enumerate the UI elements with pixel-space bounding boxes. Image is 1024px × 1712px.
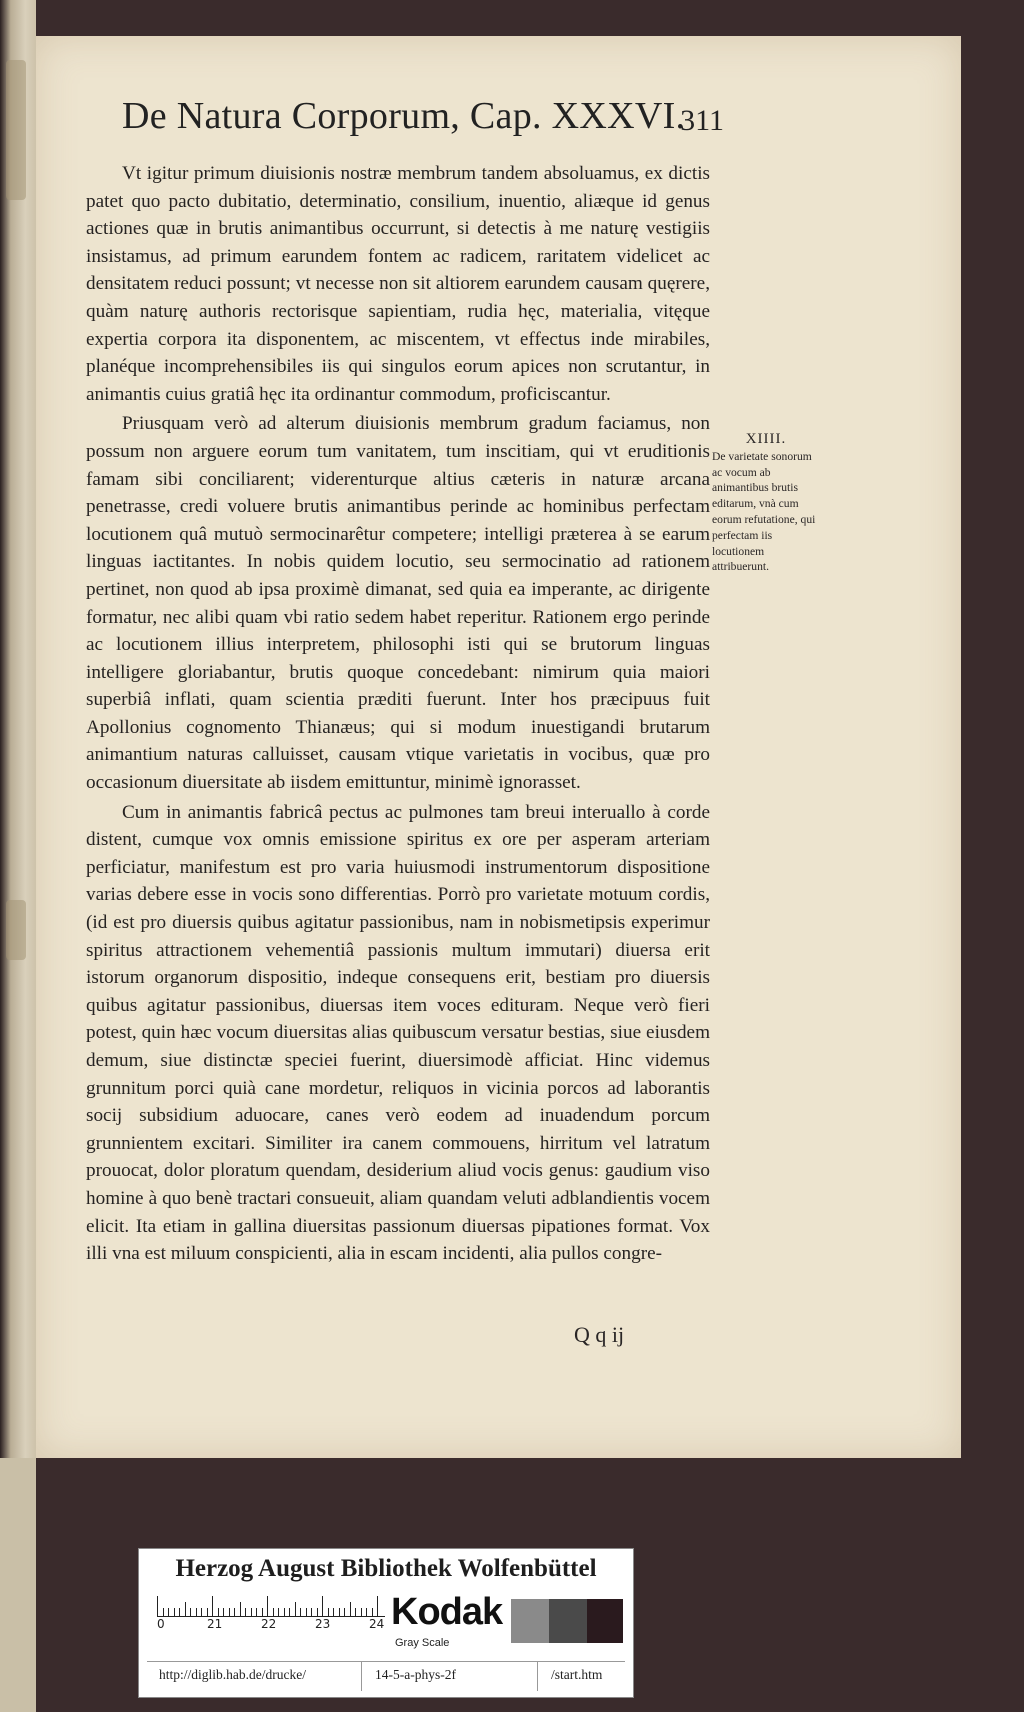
main-text-column bbox=[86, 160, 710, 1268]
ruler-tick bbox=[201, 1608, 202, 1616]
ruler-tick bbox=[251, 1608, 252, 1616]
marginal-note-text: De varietate sonorum ac vocum ab animantibus brutis editarum, vnà cum eorum refutatione, qui perfectam iis locutionem attribuerunt. bbox=[712, 449, 816, 574]
ruler-tick bbox=[322, 1596, 323, 1616]
ruler-label: 22 bbox=[261, 1617, 277, 1631]
ruler-tick bbox=[212, 1596, 213, 1616]
ruler-tick bbox=[179, 1608, 180, 1616]
signature-mark: Q q ij bbox=[574, 1322, 625, 1347]
ruler-tick bbox=[168, 1608, 169, 1616]
color-target-card bbox=[138, 1548, 634, 1698]
left-page-edge-bottom bbox=[0, 1458, 36, 1712]
ruler-tick bbox=[355, 1608, 356, 1616]
gray-swatch-dark bbox=[587, 1599, 623, 1643]
ruler-label: 24 bbox=[369, 1617, 385, 1631]
ruler-tick bbox=[157, 1596, 158, 1616]
marginal-note-number: XIIII. bbox=[745, 431, 787, 447]
ruler-tick bbox=[372, 1608, 373, 1616]
kodak-logo: Kodak bbox=[391, 1591, 503, 1633]
ruler-tick bbox=[223, 1608, 224, 1616]
ruler-tick bbox=[256, 1608, 257, 1616]
digital-library-url: http://diglib.hab.de/drucke/ bbox=[159, 1667, 306, 1682]
ruler-tick bbox=[207, 1608, 208, 1616]
ruler-tick bbox=[278, 1608, 279, 1616]
ruler-tick bbox=[267, 1596, 268, 1616]
ruler-tick bbox=[339, 1608, 340, 1616]
ruler-tick bbox=[311, 1608, 312, 1616]
ruler-label: 21 bbox=[207, 1617, 223, 1631]
ruler-tick bbox=[174, 1608, 175, 1616]
ruler-tick bbox=[344, 1608, 345, 1616]
running-title: De Natura Corporum, Cap. XXXVI. bbox=[122, 95, 686, 137]
ruler-tick bbox=[245, 1608, 246, 1616]
gray-scale-label: Gray Scale bbox=[395, 1637, 450, 1649]
ruler bbox=[157, 1594, 385, 1617]
ruler-tick bbox=[350, 1602, 351, 1616]
ruler-tick bbox=[229, 1608, 230, 1616]
ruler-tick bbox=[328, 1608, 329, 1616]
ruler-tick bbox=[366, 1608, 367, 1616]
ruler-tick bbox=[196, 1608, 197, 1616]
shelfmark: 14-5-a-phys-2f bbox=[375, 1667, 456, 1682]
target-divider bbox=[147, 1661, 625, 1662]
ruler-tick bbox=[377, 1596, 378, 1616]
ruler-label: 23 bbox=[315, 1617, 331, 1631]
ruler-tick bbox=[163, 1608, 164, 1616]
ruler-tick bbox=[190, 1608, 191, 1616]
ruler-tick bbox=[300, 1608, 301, 1616]
ruler-tick bbox=[295, 1602, 296, 1616]
ruler-tick bbox=[262, 1608, 263, 1616]
ruler-label: 0 bbox=[157, 1617, 165, 1631]
ruler-tick bbox=[361, 1608, 362, 1616]
ruler-tick bbox=[273, 1608, 274, 1616]
ruler-tick bbox=[218, 1608, 219, 1616]
ruler-tick bbox=[240, 1602, 241, 1616]
page-header bbox=[86, 84, 724, 152]
target-separator bbox=[537, 1661, 538, 1691]
marginal-note bbox=[712, 432, 820, 575]
gray-swatch-light bbox=[511, 1599, 549, 1643]
gray-swatch-mid bbox=[549, 1599, 587, 1643]
ruler-tick bbox=[306, 1608, 307, 1616]
paragraph-2: Priusquam verò ad alterum diuisionis membrum gradum faciamus, non possum non arguere eorum tum vanitatem, tum inscitiam, qui vt eruditionis famam sibi conciliarent; viderenturque altius cæteris in naturæ arcana penetrasse, credi voluere brutis animantibus perinde ac hominibus perfectam locutionem quâ mutuò sermocinarêtur competere; intelligi præterea à se earum linguas iactitantes. In nobis quidem locutio, seu sermocinatio ad rationem pertinet, non quod ab ipsa proximè dimanat, sed quia ea imperante, ac dirigente formatur, nec alibi quam vbi ratio sedem habet reperitur. Rationem ergo perinde ac locutionem illius interpretem, philosophi isti qui se brutorum linguas intelligere gloriabantur, brutis quoque concedebant: nimirum quia maiori superbiâ inflati, quam scientia præditi fuerunt. Inter hos præcipuus fuit Apollonius cognomento Thianæus; qui si modum inuestigandi brutarum animantium naturas calluisset, causam vtique varietatis in vocibus, quæ pro occasionum diuersitate ab iisdem emittuntur, minimè ignorasset. bbox=[86, 413, 710, 794]
start-page-path: /start.htm bbox=[551, 1667, 603, 1682]
ruler-tick bbox=[284, 1608, 285, 1616]
ruler-tick bbox=[333, 1608, 334, 1616]
book-spine-edge bbox=[0, 0, 36, 1712]
library-name: Herzog August Bibliothek Wolfenbüttel bbox=[175, 1555, 597, 1582]
ruler-tick bbox=[317, 1608, 318, 1616]
ruler-labels bbox=[157, 1617, 385, 1635]
paragraph-1: Vt igitur primum diuisionis nostræ membrum tandem absoluamus, ex dictis patet quo pacto dubitatio, determinatio, consilium, inuentio, aliæque id genus actiones quæ in brutis animantibus occurrunt, si detectis à me naturę vestigiis insistamus, ad primum earundem fontem ac radicem, raritatem videlicet ac densitatem reduci possunt; vt necesse non sit altiorem earundem causam quęrere, quàm naturę authoris rectorisque sapientiam, rudia hęc, materialia, vitęque expertia corpora ita disponentem, ac miscentem, vt effectus inde mirabiles, planéque incomprehensibiles iis qui singulos eorum apices non scrutantur, in animantis cuius gratiâ hęc ita ordinantur commodum, proficiscantur. bbox=[86, 163, 710, 405]
target-separator bbox=[361, 1661, 362, 1691]
ruler-tick bbox=[289, 1608, 290, 1616]
ruler-tick bbox=[234, 1608, 235, 1616]
page-number: 311 bbox=[680, 104, 724, 137]
ruler-tick bbox=[185, 1602, 186, 1616]
paragraph-3: Cum in animantis fabricâ pectus ac pulmones tam breui interuallo à corde distent, cumque vox omnis emissione spiritus ex ore per asperam arteriam perficiatur, manifestum est pro varia huiusmodi instrumentorum dispositione varias debere esse in vocis sono differentias. Porrò pro varietate motuum cordis, (id est pro diuersis quibus agitatur passionibus, nam in nobismetipsis experimur spiritus attractionem vehementiâ passionis multum immutari) diuersa erit istorum organorum dispositio, indeque consequens erit, bestiam pro diuersis quibus agitatur passionibus, diuersas item voces edituram. Neque verò fieri potest, quin hæc vocum diuersitas alias quibuscum versatur bestias, siue eiusdem demum, siue distinctæ speciei fuerint, diuersimodè afficiat. Hinc videmus grunnitum porci quià cane mordetur, reliquos in vicinia porcos ad laborantis socij subsidium aduocare, canes verò eodem ad inuadendum porcum grunnientem excitari. Similiter ira canem commouens, hirritum vel latratum prouocat, dolor ploratum quendam, desiderium aliud vocis genus: gaudium viso homine à quo benè tractari consueuit, aliam quandam veluti adblandientis vocem elicit. Ita etiam in gallina diuersitas passionum diuersas pipationes format. Vox illi vna est miluum conspicienti, alia in escam incidenti, alia pullos congre- bbox=[86, 801, 710, 1265]
